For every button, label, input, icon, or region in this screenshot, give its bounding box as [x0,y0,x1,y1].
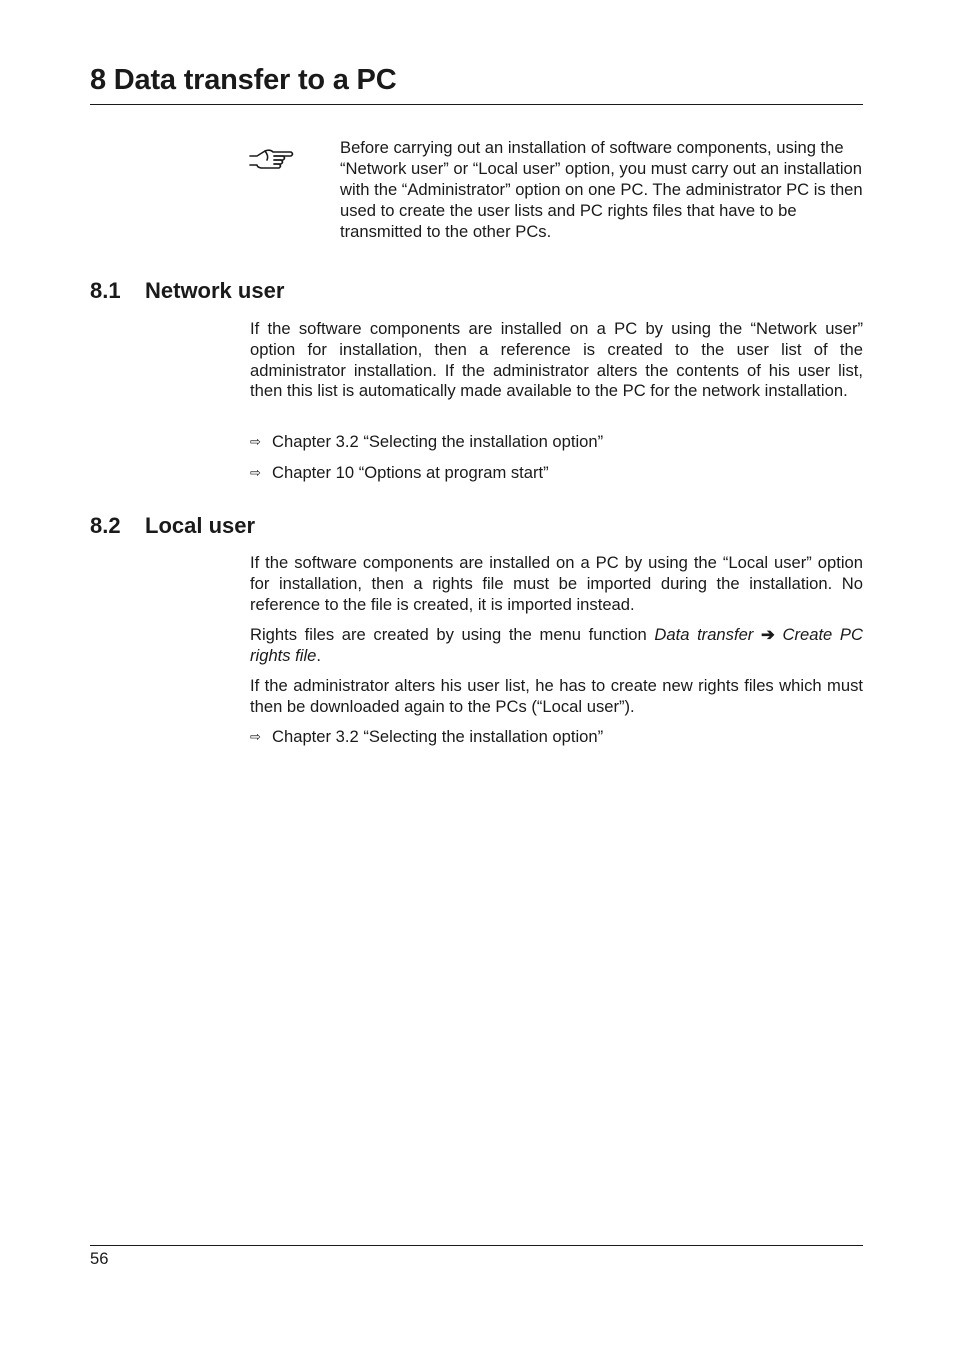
pointing-hand-icon [247,144,295,180]
xref-text: Chapter 10 “Options at program start” [272,463,549,482]
local-user-paragraph-1: If the software components are installed on a PC by using the “Local user” option for installation, then a rights file must be imported during the installation. No reference to the file is created, it is imported instead. [250,553,863,614]
paragraph-text: . [316,645,322,665]
chapter-title: 8 Data transfer to a PC [90,64,397,96]
local-user-paragraph-2 [250,625,863,667]
paragraph-text: Rights files are created by using the menu function [250,625,655,644]
section-title: Local user [145,513,256,538]
xref-text: Chapter 3.2 “Selecting the installation option” [272,727,604,746]
xref-arrow-icon: ⇨ [250,729,261,744]
section-number: 8.2 [90,513,121,538]
xref-arrow-icon: ⇨ [250,465,261,480]
xref-link[interactable] [250,726,603,747]
xref-link[interactable] [250,462,549,483]
menu-path-data-transfer: Data transfer [654,625,754,644]
network-user-paragraph: If the software components are installed on a PC by using the “Network user” option for installation, then a reference is created to the user list of the administrator installation. If the administrator alters the contents of his user list, then this list is automatically made available to the PC for the network installation. [250,319,863,401]
xref-arrow-icon: ⇨ [250,434,261,449]
menu-path-create-pc-rights-file: Create PC rights file [250,625,863,665]
section-heading-8-2 [90,513,255,539]
section-title: Network user [145,278,285,303]
header-rule [90,104,863,105]
section-heading-8-1 [90,278,284,304]
section-number: 8.1 [90,278,121,303]
note-text: Before carrying out an installation of software components, using the “Network user” or “Local user” option, you must carry out an installation with the “Administrator” option on one PC. The administrator PC is then used to create the user lists and PC rights files that have to be transmitted to the other PCs. [340,138,863,241]
menu-arrow-icon: ➔ [760,625,775,644]
xref-text: Chapter 3.2 “Selecting the installation option” [272,432,604,451]
xref-link[interactable] [250,431,603,452]
page-number: 56 [90,1249,109,1268]
local-user-paragraph-3: If the administrator alters his user list, he has to create new rights files which must then be downloaded again to the PCs (“Local user”). [250,676,863,716]
footer-rule [90,1245,863,1246]
